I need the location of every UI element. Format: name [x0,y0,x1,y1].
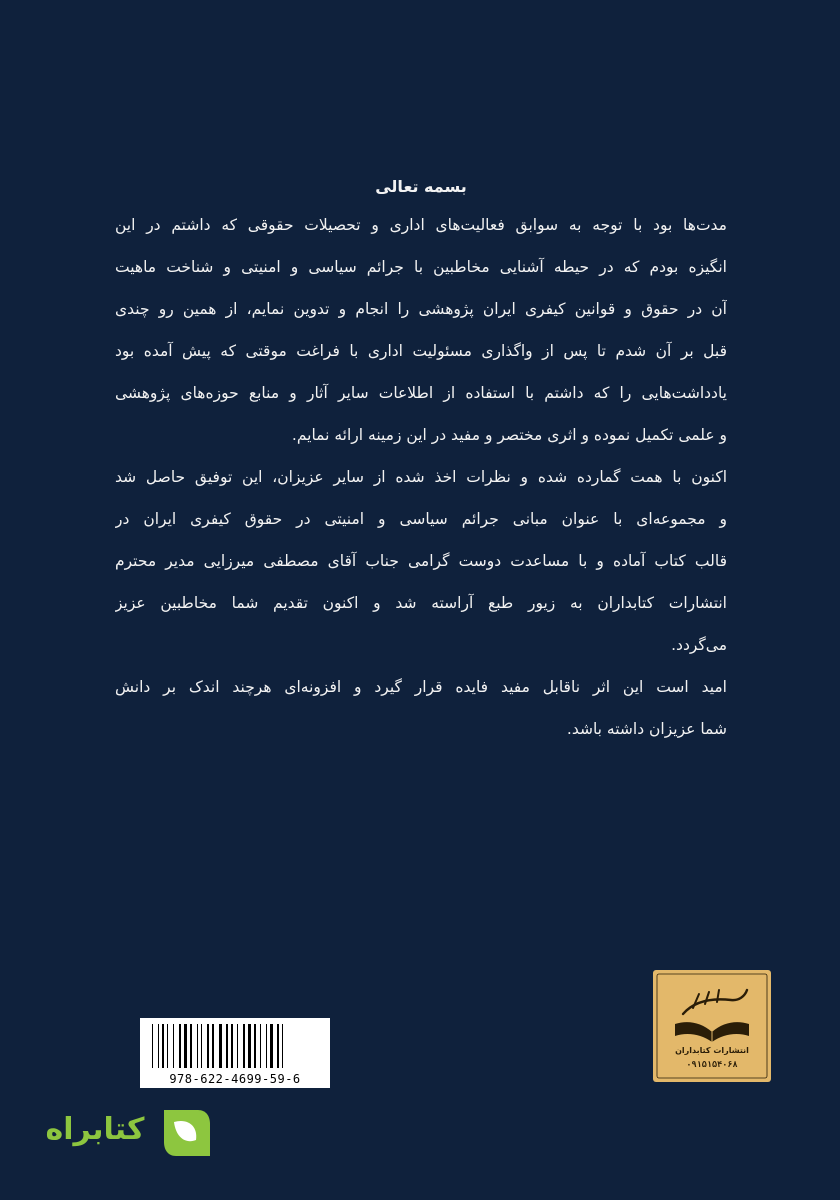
barcode-icon [150,1024,320,1070]
isbn-number: 978-622-4699-59-6 [169,1072,301,1086]
text-line: قالب کتاب آماده و با مساعدت دوست گرامی جناب آقای مصطفی میرزایی مدیر محترم [115,552,727,570]
watermark-text: کتابراه [45,1112,145,1147]
text-line: یادداشت‌هایی را که داشتم با استفاده از اطلاعات سایر آثار و منابع حوزه‌های پژوهشی [115,384,727,402]
publisher-name: انتشارات کتابداران [675,1046,749,1055]
text-line: اکنون با همت گمارده شده و نظرات اخذ شده از سایر عزیزان، این توفیق حاصل شد [115,468,727,486]
isbn-barcode [140,1018,330,1088]
text-line: می‌گردد. [671,636,727,654]
text-line: امید است این اثر ناقابل مفید فایده قرار گیرد و افزونه‌ای هرچند اندک بر دانش [115,678,727,696]
text-line: قبل بر آن شدم تا پس از واگذاری مسئولیت اداری با فراغت موقتی که پیش آمده بود [115,342,727,360]
text-line: شما عزیزان داشته باشد. [566,720,727,738]
preface-heading: بسمه تعالی [375,177,467,196]
text-line: مدت‌ها بود با توجه به سوابق فعالیت‌های اداری و تحصیلات حقوقی که داشتم در این [115,216,727,234]
text-line: انگیزه بودم که در حیطه آشنایی مخاطبین با جرائم سیاسی و امنیتی و شناخت ماهیت [115,258,727,276]
ketabrah-watermark [40,1098,220,1168]
text-line: و علمی تکمیل نموده و اثری مختصر و مفید در این زمینه ارائه نمایم. [291,426,727,444]
text-line: و مجموعه‌ای با عنوان مبانی جرائم سیاسی و امنیتی در حقوق کیفری ایران در [115,510,727,528]
preface-text [115,170,727,750]
text-line: انتشارات کتابداران به زیور طبع آراسته شد و اکنون تقدیم شما مخاطبین عزیز [115,594,727,612]
publisher-phone: ۰۹۱۵۱۵۴۰۶۸ [686,1060,738,1070]
book-leaf-icon [150,1098,220,1168]
text-line: آن در حقوق و قوانین کیفری ایران پژوهشی را انجام و تدوین نمایم، از همین رو چندی [115,300,727,318]
publisher-logo [653,970,771,1082]
